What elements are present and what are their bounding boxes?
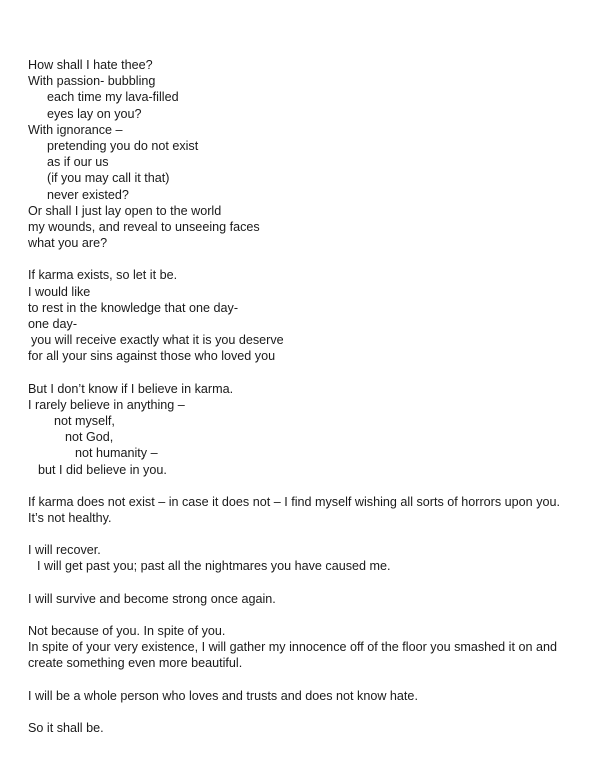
poem-line: In spite of your very existence, I will gather my innocence off of the floor you smashed it on and create something even more beautiful. (28, 640, 557, 671)
poem-line: for all your sins against those who loved you (28, 349, 276, 364)
poem-line: never existed? (47, 187, 129, 202)
poem-line: pretending you do not exist (47, 139, 199, 154)
poem-line: If karma exists, so let it be. (28, 268, 178, 283)
poem-line: not God, (65, 430, 114, 445)
poem-line: With passion- bubbling (28, 74, 156, 89)
poem-line: my wounds, and reveal to unseeing faces (28, 220, 260, 235)
poem-line: what you are? (28, 236, 108, 251)
poem-line: one day- (28, 317, 78, 332)
stanza-3 (28, 381, 588, 478)
stanza-gap (28, 526, 588, 542)
poem-line: I will survive and become strong once again. (28, 591, 276, 606)
poem-line: you will receive exactly what it is you deserve (31, 333, 284, 348)
stanza-5 (28, 542, 588, 574)
poem-line: Or shall I just lay open to the world (28, 203, 222, 218)
poem-line: not humanity – (75, 446, 158, 461)
poem-line: But I don’t know if I believe in karma. (28, 381, 234, 396)
stanza-gap (28, 607, 588, 623)
stanza-gap (28, 365, 588, 381)
stanza-gap (28, 704, 588, 720)
poem-line: I would like (28, 284, 91, 299)
stanza-9 (28, 720, 588, 736)
poem-line: With ignorance – (28, 122, 123, 137)
stanza-1 (28, 57, 588, 251)
stanza-gap (28, 672, 588, 688)
stanza-7 (28, 623, 588, 672)
poem-line: I will be a whole person who loves and trusts and does not know hate. (28, 688, 418, 703)
stanza-2 (28, 267, 588, 364)
poem-line: (if you may call it that) (47, 171, 170, 186)
poem-line: eyes lay on you? (47, 106, 142, 121)
stanza-6 (28, 591, 588, 607)
poem-line: If karma does not exist – in case it does not – I find myself wishing all sorts of horrors upon you. (28, 494, 560, 509)
poem-line: It’s not healthy. (28, 511, 112, 526)
poem-line: but I did believe in you. (38, 462, 167, 477)
poem-line: as if our us (47, 155, 109, 170)
poem-line: I rarely believe in anything – (28, 397, 185, 412)
poem-line: Not because of you. In spite of you. (28, 623, 226, 638)
poem-line: So it shall be. (28, 720, 104, 735)
stanza-4 (28, 494, 588, 526)
stanza-8 (28, 688, 588, 704)
stanza-gap (28, 478, 588, 494)
poem-line: I will recover. (28, 543, 101, 558)
stanza-gap (28, 575, 588, 591)
poem-line: not myself, (54, 414, 115, 429)
poem-line: each time my lava-filled (47, 90, 179, 105)
poem-text (28, 57, 588, 736)
poem-line: How shall I hate thee? (28, 58, 153, 72)
poem-line: to rest in the knowledge that one day- (28, 300, 239, 315)
poem-line: I will get past you; past all the nightmares you have caused me. (37, 559, 391, 574)
stanza-gap (28, 251, 588, 267)
